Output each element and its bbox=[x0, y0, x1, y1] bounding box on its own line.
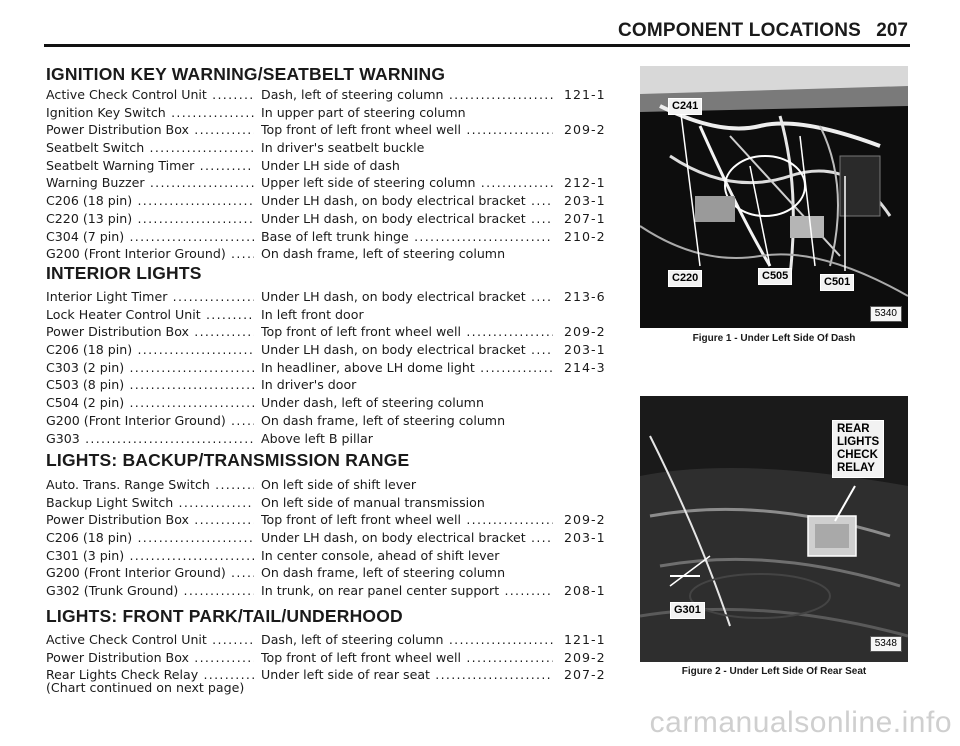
component-name: Active Check Control Unit ..... bbox=[46, 631, 254, 649]
section-title-ignition-seatbelt: IGNITION KEY WARNING/SEATBELT WARNING bbox=[46, 64, 446, 84]
component-name: Backup Light Switch ..... bbox=[46, 494, 254, 512]
component-name: C304 (7 pin) ..... bbox=[46, 228, 254, 246]
table-row bbox=[46, 412, 606, 430]
component-name: G200 (Front Interior Ground) ..... bbox=[46, 245, 254, 263]
figure-reference: 209-2 bbox=[564, 121, 608, 139]
component-location: Base of left trunk hinge ..... bbox=[261, 228, 553, 246]
component-name: G302 (Trunk Ground) ..... bbox=[46, 582, 254, 600]
figure-reference: 213-6 bbox=[564, 288, 608, 306]
component-location: Top front of left front wheel well ..... bbox=[261, 649, 553, 667]
figure-reference: 209-2 bbox=[564, 511, 608, 529]
figure-2-photo bbox=[640, 396, 908, 662]
component-name: Interior Light Timer ..... bbox=[46, 288, 254, 306]
component-location: Dash, left of steering column ..... bbox=[261, 86, 553, 104]
table-row bbox=[46, 192, 606, 210]
section-title-backup-transmission: LIGHTS: BACKUP/TRANSMISSION RANGE bbox=[46, 450, 410, 470]
figure-reference: 209-2 bbox=[564, 323, 608, 341]
component-name: Rear Lights Check Relay ..... bbox=[46, 666, 254, 684]
component-name: Active Check Control Unit ..... bbox=[46, 86, 254, 104]
figure-reference: 210-2 bbox=[564, 228, 608, 246]
section-table-backup-transmission bbox=[46, 476, 606, 600]
component-name: Auto. Trans. Range Switch ..... bbox=[46, 476, 254, 494]
component-location: On dash frame, left of steering column bbox=[261, 245, 553, 263]
component-name: C301 (3 pin) ..... bbox=[46, 547, 254, 565]
figure-reference: 212-1 bbox=[564, 174, 608, 192]
photo-number-5348: 5348 bbox=[870, 636, 902, 652]
table-row bbox=[46, 288, 606, 306]
section-table-interior-lights bbox=[46, 288, 606, 447]
component-location: Under left side of rear seat ..... bbox=[261, 666, 553, 684]
component-location: In headliner, above LH dome light ..... bbox=[261, 359, 553, 377]
component-name: Seatbelt Warning Timer ..... bbox=[46, 157, 254, 175]
table-row bbox=[46, 121, 606, 139]
component-name: C504 (2 pin) ..... bbox=[46, 394, 254, 412]
table-row bbox=[46, 376, 606, 394]
table-row bbox=[46, 631, 606, 649]
figure-reference: 203-1 bbox=[564, 192, 608, 210]
component-name: Seatbelt Switch ..... bbox=[46, 139, 254, 157]
component-location: In upper part of steering column bbox=[261, 104, 553, 122]
component-location: Dash, left of steering column ..... bbox=[261, 631, 553, 649]
section-table-front-park-tail bbox=[46, 631, 606, 684]
component-location: Top front of left front wheel well ..... bbox=[261, 121, 553, 139]
table-row bbox=[46, 104, 606, 122]
component-location: In left front door bbox=[261, 306, 553, 324]
figure-1-photo bbox=[640, 66, 908, 328]
component-location: Top front of left front wheel well ..... bbox=[261, 511, 553, 529]
table-row bbox=[46, 476, 606, 494]
component-location: Above left B pillar bbox=[261, 430, 553, 448]
component-location: In driver's seatbelt buckle bbox=[261, 139, 553, 157]
component-name: C206 (18 pin) ..... bbox=[46, 529, 254, 547]
component-name: C220 (13 pin) ..... bbox=[46, 210, 254, 228]
component-location: Under LH dash, on body electrical bracket ..... bbox=[261, 288, 553, 306]
component-name: Warning Buzzer ..... bbox=[46, 174, 254, 192]
table-row bbox=[46, 511, 606, 529]
figure-reference: 207-2 bbox=[564, 666, 608, 684]
component-name: Power Distribution Box ..... bbox=[46, 649, 254, 667]
component-location: Top front of left front wheel well ..... bbox=[261, 323, 553, 341]
table-row bbox=[46, 529, 606, 547]
section-title-front-park-tail: LIGHTS: FRONT PARK/TAIL/UNDERHOOD bbox=[46, 606, 403, 626]
figure-reference: 209-2 bbox=[564, 649, 608, 667]
label-rear-lights-check-relay: REAR LIGHTS CHECK RELAY bbox=[832, 420, 884, 478]
component-location: Under LH side of dash bbox=[261, 157, 553, 175]
component-location: Under dash, left of steering column bbox=[261, 394, 553, 412]
section-title-interior-lights: INTERIOR LIGHTS bbox=[46, 263, 202, 283]
table-row bbox=[46, 174, 606, 192]
component-name: Power Distribution Box ..... bbox=[46, 323, 254, 341]
component-location: Under LH dash, on body electrical bracket ..... bbox=[261, 210, 553, 228]
figure-2-caption: Figure 2 - Under Left Side Of Rear Seat bbox=[681, 666, 867, 677]
table-row bbox=[46, 157, 606, 175]
component-name: G303 ..... bbox=[46, 430, 254, 448]
continued-note: (Chart continued on next page) bbox=[46, 680, 245, 695]
component-location: Upper left side of steering column ..... bbox=[261, 174, 553, 192]
watermark: carmanualsonline.info bbox=[649, 706, 952, 739]
table-row bbox=[46, 306, 606, 324]
label-c241: C241 bbox=[668, 98, 702, 115]
component-location: In driver's door bbox=[261, 376, 553, 394]
label-c501: C501 bbox=[820, 274, 854, 291]
component-location: Under LH dash, on body electrical bracket ..... bbox=[261, 192, 553, 210]
component-name: Lock Heater Control Unit ..... bbox=[46, 306, 254, 324]
component-location: On dash frame, left of steering column bbox=[261, 564, 553, 582]
header-rule bbox=[44, 44, 910, 47]
component-name: G200 (Front Interior Ground) ..... bbox=[46, 412, 254, 430]
component-location: On left side of manual transmission bbox=[261, 494, 553, 512]
table-row bbox=[46, 139, 606, 157]
component-name: C206 (18 pin) ..... bbox=[46, 341, 254, 359]
label-c505: C505 bbox=[758, 268, 792, 285]
component-name: Ignition Key Switch ..... bbox=[46, 104, 254, 122]
component-location: In trunk, on rear panel center support ..... bbox=[261, 582, 553, 600]
component-location: In center console, ahead of shift lever bbox=[261, 547, 553, 565]
table-row bbox=[46, 430, 606, 448]
table-row bbox=[46, 245, 606, 263]
figure-reference: 203-1 bbox=[564, 341, 608, 359]
label-c220: C220 bbox=[668, 270, 702, 287]
photo-number-5340: 5340 bbox=[870, 306, 902, 322]
table-row bbox=[46, 341, 606, 359]
page-header bbox=[580, 20, 910, 42]
component-name: C303 (2 pin) ..... bbox=[46, 359, 254, 377]
figure-reference: 208-1 bbox=[564, 582, 608, 600]
component-name: G200 (Front Interior Ground) ..... bbox=[46, 564, 254, 582]
component-location: Under LH dash, on body electrical bracket ..... bbox=[261, 341, 553, 359]
component-name: Power Distribution Box ..... bbox=[46, 121, 254, 139]
component-name: C503 (8 pin) ..... bbox=[46, 376, 254, 394]
section-table-ignition-seatbelt bbox=[46, 86, 606, 263]
component-location: Under LH dash, on body electrical bracket ..... bbox=[261, 529, 553, 547]
figure-1-caption: Figure 1 - Under Left Side Of Dash bbox=[692, 333, 856, 344]
table-row bbox=[46, 547, 606, 565]
header-title: COMPONENT LOCATIONS bbox=[618, 20, 862, 41]
table-row bbox=[46, 323, 606, 341]
component-name: C206 (18 pin) ..... bbox=[46, 192, 254, 210]
page-number: 207 bbox=[876, 20, 908, 41]
table-row bbox=[46, 564, 606, 582]
figure-reference: 203-1 bbox=[564, 529, 608, 547]
table-row bbox=[46, 649, 606, 667]
component-location: On dash frame, left of steering column bbox=[261, 412, 553, 430]
table-row bbox=[46, 494, 606, 512]
figure-reference: 121-1 bbox=[564, 631, 608, 649]
table-row bbox=[46, 359, 606, 377]
table-row bbox=[46, 210, 606, 228]
table-row bbox=[46, 228, 606, 246]
label-g301: G301 bbox=[670, 602, 705, 619]
figure-reference: 121-1 bbox=[564, 86, 608, 104]
component-location: On left side of shift lever bbox=[261, 476, 553, 494]
figure-reference: 214-3 bbox=[564, 359, 608, 377]
table-row bbox=[46, 86, 606, 104]
figure-reference: 207-1 bbox=[564, 210, 608, 228]
table-row bbox=[46, 394, 606, 412]
component-name: Power Distribution Box ..... bbox=[46, 511, 254, 529]
table-row bbox=[46, 582, 606, 600]
